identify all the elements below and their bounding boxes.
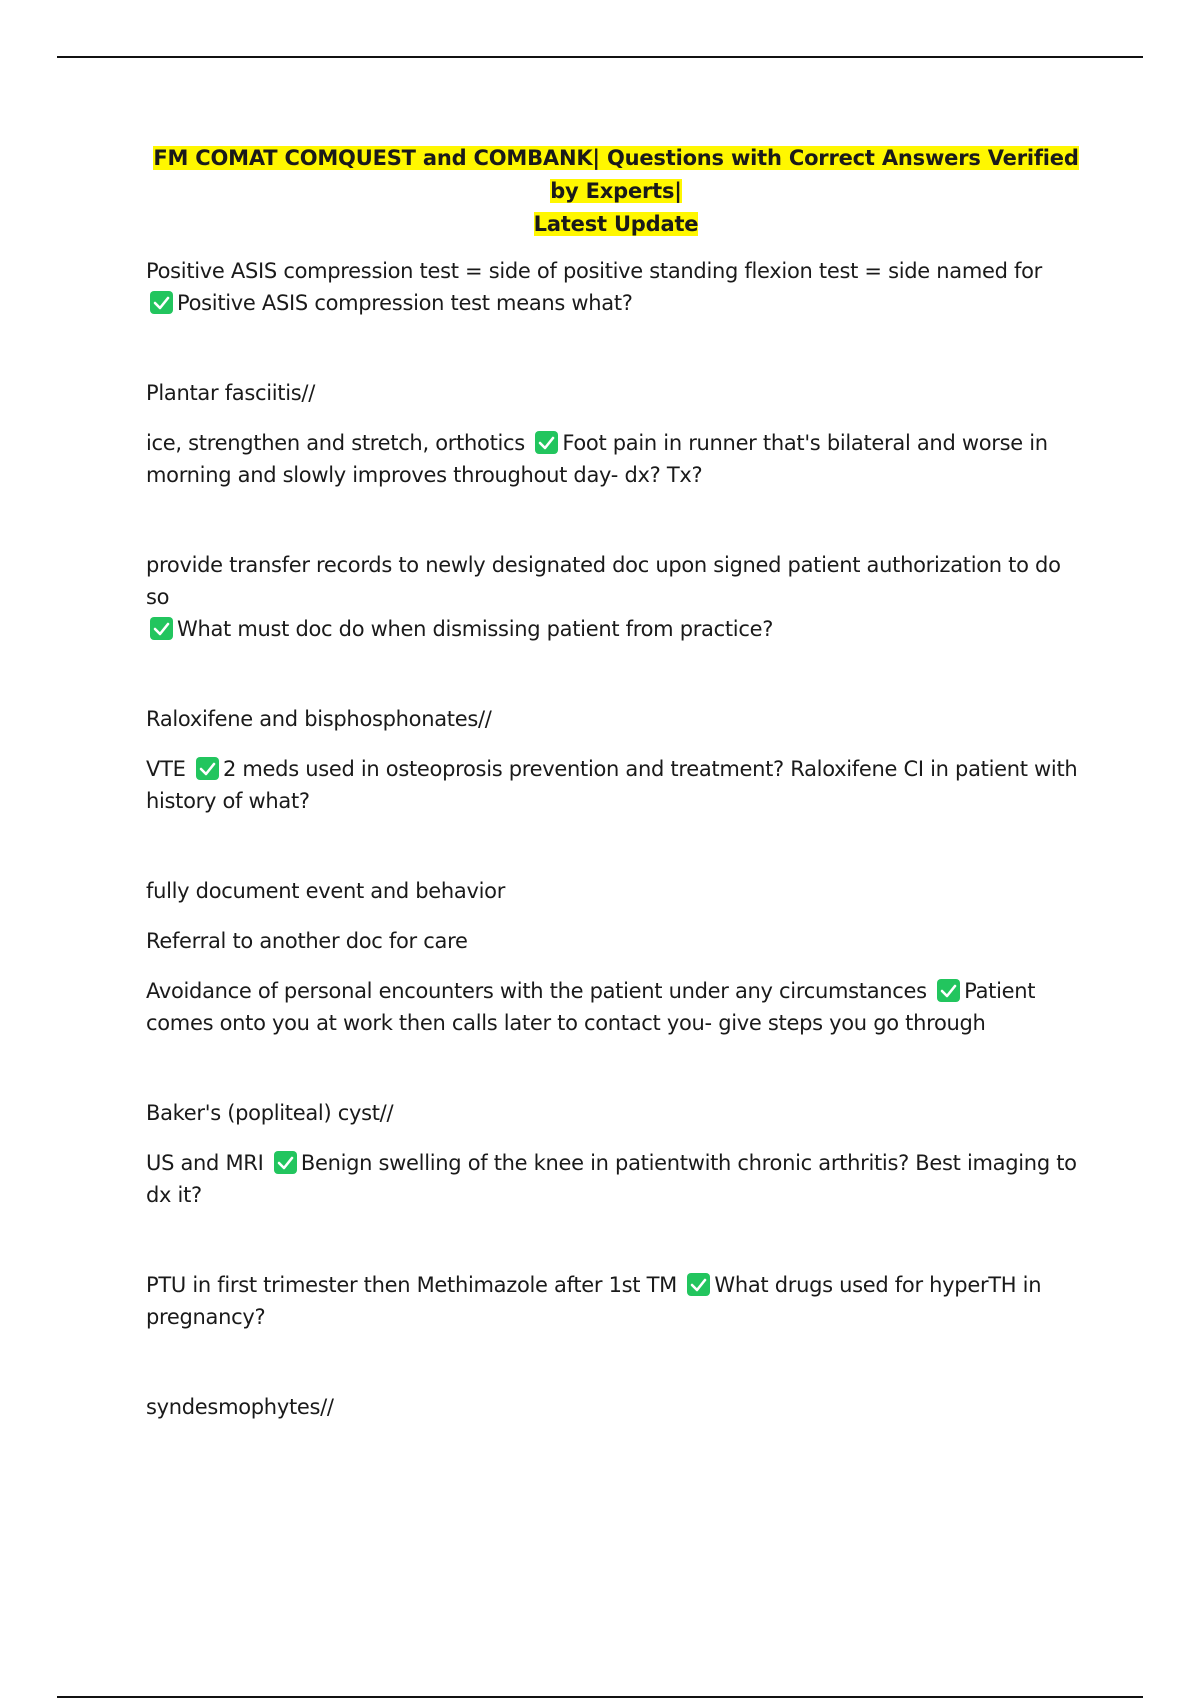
qa-entry-6	[146, 1147, 1086, 1211]
question-text: What drugs used for hyperTH in pregnancy?	[146, 1273, 1042, 1329]
topic-line: fully document event and behavior	[146, 879, 506, 903]
check-box-icon	[150, 291, 173, 314]
topic-line: syndesmophytes//	[146, 1395, 334, 1419]
qa-entry-4	[146, 753, 1086, 817]
answer-text: ice, strengthen and stretch, orthotics	[146, 431, 525, 455]
check-box-icon	[274, 1151, 297, 1174]
answer-text: Positive ASIS compression test = side of positive standing flexion test = side named for	[146, 259, 1043, 283]
question-text: Foot pain in runner that's bilateral and worse in morning and slowly improves throughout day- dx? Tx?	[146, 431, 1048, 487]
footer-rule	[57, 1696, 1143, 1698]
qa-entry-3	[146, 549, 1086, 645]
topic-line: Raloxifene and bisphosphonates//	[146, 707, 492, 731]
header-rule	[57, 56, 1143, 58]
check-box-icon	[687, 1273, 710, 1296]
answer-text: PTU in first trimester then Methimazole after 1st TM	[146, 1273, 677, 1297]
question-text: Positive ASIS compression test means what?	[177, 291, 633, 315]
topic-line: Referral to another doc for care	[146, 929, 468, 953]
title-line-2: Latest Update	[533, 212, 699, 236]
question-text: 2 meds used in osteoprosis prevention and treatment? Raloxifene CI in patient with history of what?	[146, 757, 1078, 813]
answer-text: VTE	[146, 757, 186, 781]
qa-entry-7	[146, 1269, 1086, 1333]
question-text: What must doc do when dismissing patient from practice?	[177, 617, 774, 641]
qa-entry-2	[146, 427, 1086, 491]
answer-text: US and MRI	[146, 1151, 264, 1175]
check-box-icon	[535, 431, 558, 454]
document-title	[146, 142, 1086, 241]
check-box-icon	[196, 757, 219, 780]
question-text: Patient comes onto you at work then calls later to contact you- give steps you go through	[146, 979, 1036, 1035]
topic-line: Baker's (popliteal) cyst//	[146, 1101, 394, 1125]
check-box-icon	[937, 979, 960, 1002]
qa-entry-1	[146, 255, 1086, 319]
answer-text: Avoidance of personal encounters with the patient under any circumstances	[146, 979, 927, 1003]
document-body	[146, 142, 1086, 1423]
topic-line: Plantar fasciitis//	[146, 381, 315, 405]
qa-entry-5	[146, 975, 1086, 1039]
title-line-1: FM COMAT COMQUEST and COMBANK| Questions with Correct Answers Verified by Experts|	[153, 146, 1079, 203]
question-text: Benign swelling of the knee in patientwith chronic arthritis? Best imaging to dx it?	[146, 1151, 1077, 1207]
check-box-icon	[150, 617, 173, 640]
answer-text: provide transfer records to newly designated doc upon signed patient authorization to do so	[146, 553, 1061, 609]
